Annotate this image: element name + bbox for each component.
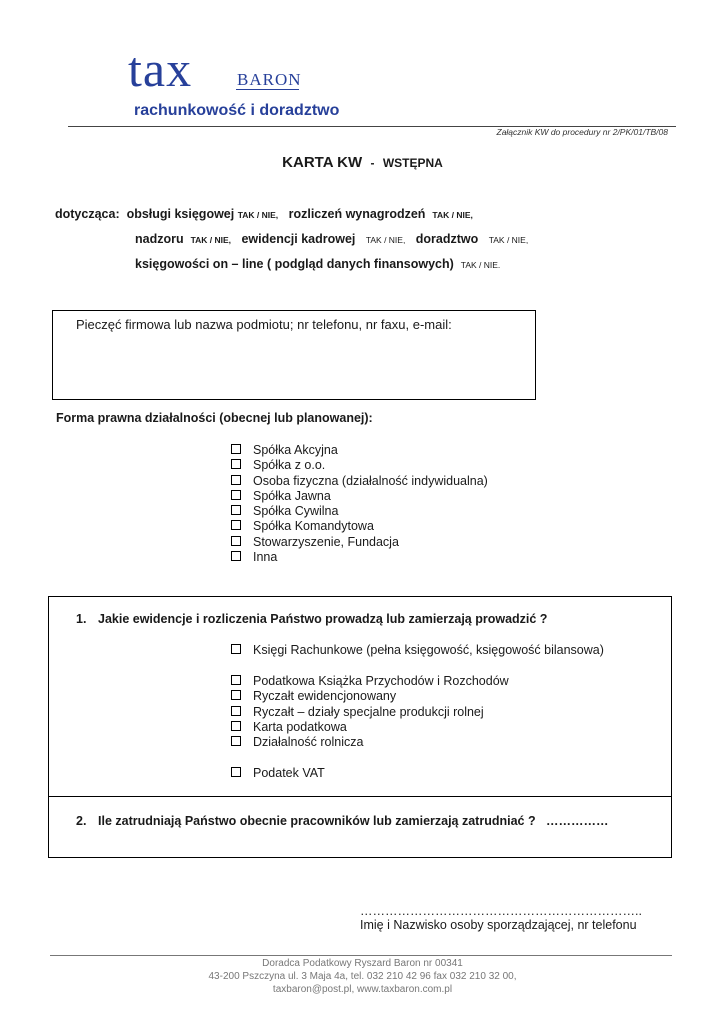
- legal-form-option[interactable]: Stowarzyszenie, Fundacja: [231, 535, 488, 550]
- checkbox-icon[interactable]: [231, 536, 241, 546]
- legal-form-option[interactable]: Osoba fizyczna (działalność indywidualna): [231, 474, 488, 489]
- concerning-line-1: [55, 207, 473, 221]
- checkbox-icon[interactable]: [231, 706, 241, 716]
- legal-form-option[interactable]: Spółka Komandytowa: [231, 519, 488, 534]
- footer-line-1: Doradca Podatkowy Ryszard Baron nr 00341: [262, 958, 463, 969]
- concerning-options-hr[interactable]: TAK / NIE,: [365, 235, 406, 245]
- checkbox-icon[interactable]: [231, 505, 241, 515]
- concerning-options-payroll[interactable]: TAK / NIE,: [432, 210, 473, 220]
- question-2-answer-blank[interactable]: ……………: [546, 814, 609, 828]
- legal-form-option[interactable]: Spółka Jawna: [231, 489, 488, 504]
- concerning-label: dotycząca:: [55, 207, 120, 221]
- checkbox-icon[interactable]: [231, 736, 241, 746]
- question-1-last-option: [231, 766, 325, 781]
- signature-label: Imię i Nazwisko osoby sporządzającej, nr telefonu: [360, 918, 637, 932]
- checkbox-icon[interactable]: [231, 721, 241, 731]
- records-option[interactable]: Ryczałt – działy specjalne produkcji rolnej: [231, 705, 509, 720]
- concerning-item-advisory: doradztwo: [415, 232, 479, 246]
- logo-tax: tax: [128, 41, 193, 97]
- questions-divider: [48, 796, 672, 797]
- concerning-options-online[interactable]: TAK / NIE.: [460, 260, 501, 270]
- question-1-first-option: [231, 643, 604, 658]
- records-option[interactable]: Karta podatkowa: [231, 720, 509, 735]
- checkbox-icon[interactable]: [231, 644, 241, 654]
- footer-line-3: taxbaron@post.pl, www.taxbaron.com.pl: [272, 984, 453, 995]
- concerning-item-hr: ewidencji kadrowej: [241, 232, 356, 246]
- records-option[interactable]: Podatkowa Książka Przychodów i Rozchodów: [231, 674, 509, 689]
- checkbox-icon[interactable]: [231, 475, 241, 485]
- question-1-number: 1.: [76, 612, 87, 626]
- concerning-options-accounting[interactable]: TAK / NIE,: [237, 210, 279, 220]
- records-option[interactable]: Podatek VAT: [231, 766, 325, 781]
- concerning-item-supervision: nadzoru: [135, 232, 184, 246]
- footer-line-2: 43-200 Pszczyna ul. 3 Maja 4a, tel. 032 210 42 96 fax 032 210 32 00,: [208, 971, 517, 982]
- footer-divider: [50, 955, 672, 956]
- question-1-text: Jakie ewidencje i rozliczenia Państwo prowadzą lub zamierzają prowadzić ?: [98, 612, 548, 626]
- checkbox-icon[interactable]: [231, 520, 241, 530]
- legal-form-option[interactable]: Inna: [231, 550, 488, 565]
- concerning-options-supervision[interactable]: TAK / NIE,: [190, 235, 232, 245]
- attachment-note: Załącznik KW do procedury nr 2/PK/01/TB/08: [496, 127, 668, 137]
- records-option[interactable]: Działalność rolnicza: [231, 735, 509, 750]
- logo-baron: BARON: [237, 70, 302, 89]
- legal-form-option[interactable]: Spółka z o.o.: [231, 458, 488, 473]
- concerning-item-accounting: obsługi księgowej: [126, 207, 235, 221]
- concerning-item-payroll: rozliczeń wynagrodzeń: [288, 207, 426, 221]
- concerning-item-online: księgowości on – line ( podgląd danych finansowych): [135, 257, 454, 271]
- concerning-line-3: [135, 257, 500, 271]
- document-title: [0, 154, 725, 171]
- title-main: KARTA KW: [282, 154, 363, 171]
- checkbox-icon[interactable]: [231, 551, 241, 561]
- concerning-line-2: [135, 232, 528, 246]
- checkbox-icon[interactable]: [231, 675, 241, 685]
- records-option[interactable]: Księgi Rachunkowe (pełna księgowość, księgowość bilansowa): [231, 643, 604, 658]
- title-sub: WSTĘPNA: [382, 156, 443, 170]
- legal-form-label: Forma prawna działalności (obecnej lub planowanej):: [56, 411, 373, 425]
- question-2-number: 2.: [76, 814, 87, 828]
- legal-form-option[interactable]: Spółka Akcyjna: [231, 443, 488, 458]
- checkbox-icon[interactable]: [231, 690, 241, 700]
- checkbox-icon[interactable]: [231, 444, 241, 454]
- checkbox-icon[interactable]: [231, 767, 241, 777]
- question-2-text: Ile zatrudniają Państwo obecnie pracowników lub zamierzają zatrudniać ?: [98, 814, 536, 828]
- question-1: [76, 612, 547, 626]
- concerning-options-advisory[interactable]: TAK / NIE,: [488, 235, 529, 245]
- logo-subtitle: rachunkowość i doradztwo: [134, 102, 340, 119]
- checkbox-icon[interactable]: [231, 490, 241, 500]
- question-1-options: [231, 674, 509, 750]
- signature-line[interactable]: …………………………………………………………..: [360, 904, 642, 918]
- title-dash: -: [370, 156, 375, 170]
- legal-form-options: [231, 443, 488, 565]
- checkbox-icon[interactable]: [231, 459, 241, 469]
- company-stamp-label: Pieczęć firmowa lub nazwa podmiotu; nr telefonu, nr faxu, e-mail:: [76, 317, 452, 332]
- records-option[interactable]: Ryczałt ewidencjonowany: [231, 689, 509, 704]
- question-2: [76, 814, 609, 828]
- legal-form-option[interactable]: Spółka Cywilna: [231, 504, 488, 519]
- logo-underline: [236, 89, 299, 90]
